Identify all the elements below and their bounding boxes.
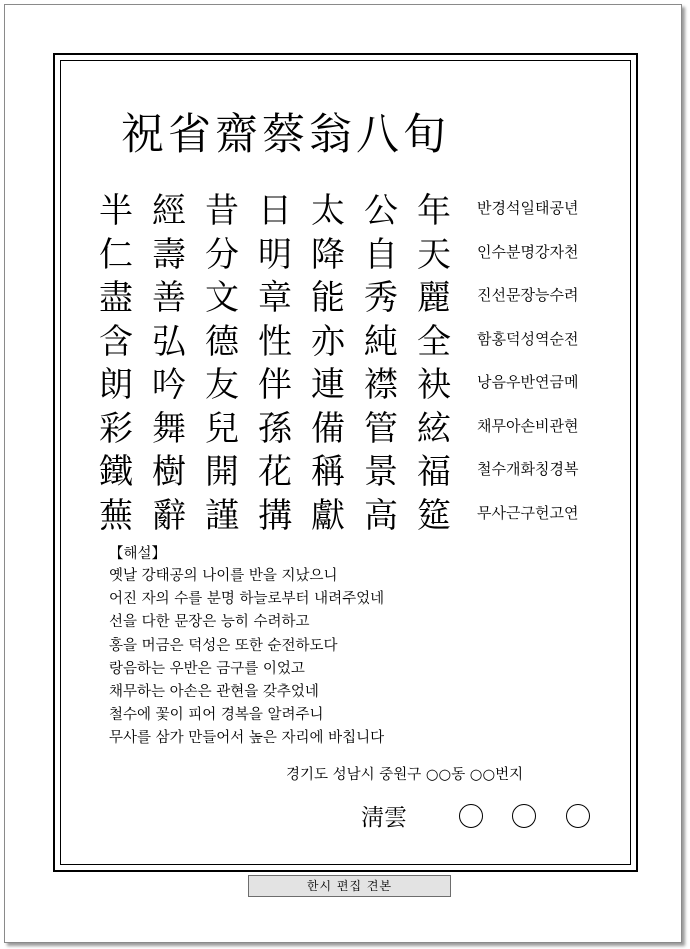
- poem-line-hanja: 含弘德性亦純全: [99, 321, 470, 362]
- poem-line-hanja: 鐵樹開花稱景福: [99, 452, 470, 492]
- explanation-line: 무사를 삼가 만들어서 높은 자리에 바칩니다: [109, 730, 385, 747]
- explanation: [109, 542, 384, 750]
- poem-title: 祝省齋蔡翁八旬: [121, 110, 450, 160]
- name-placeholder-circle: [512, 804, 536, 828]
- explanation-line: 선을 다한 문장은 능히 수려하고: [109, 614, 310, 631]
- sample-caption: 한시 편집 견본: [248, 875, 451, 897]
- explanation-line: 어진 자의 수를 분명 하늘로부터 내려주었네: [109, 591, 385, 608]
- poem-line-hanja: 仁壽分明降自天: [99, 234, 470, 275]
- poem-line-hanja: 盡善文章能秀麗: [99, 278, 470, 318]
- poem-line-hanja: 蕪辭謹搆獻高筵: [99, 495, 470, 536]
- explanation-line: 채무하는 아손은 관현을 갖추었네: [109, 683, 319, 700]
- poem-line-hangul: 진선문장능수려: [477, 286, 579, 304]
- document-sheet: [4, 4, 682, 943]
- explanation-line: 랑음하는 우반은 금구를 이었고: [109, 660, 305, 677]
- poem-line-hanja: 朗吟友伴連襟袂: [99, 365, 470, 405]
- poem-line-hangul: 반경석일태공년: [477, 199, 579, 217]
- poem-line-hangul: 철수개화칭경복: [477, 460, 579, 478]
- poem-line-hangul: 함홍덕성역순전: [477, 329, 579, 348]
- author-address: 경기도 성남시 중원구 ○○동 ○○번지: [286, 767, 524, 783]
- poem-line-hangul: 채무아손비관현: [477, 416, 579, 435]
- explanation-line: 철수에 꽃이 피어 경복을 알려주니: [109, 707, 324, 724]
- outer-frame: [53, 53, 638, 872]
- poem-line-hanja: 半經昔日太公年: [99, 191, 470, 231]
- name-placeholder-circle: [459, 804, 483, 828]
- poem-line-hangul: 낭음우반연금메: [477, 373, 579, 391]
- poem-line-hangul: 인수분명강자천: [477, 242, 579, 261]
- author-pen-name: 淸雲: [361, 805, 407, 831]
- explanation-line: 홍을 머금은 덕성은 또한 순전하도다: [109, 637, 338, 654]
- poem-line-hangul: 무사근구헌고연: [477, 503, 579, 522]
- poem-line-hanja: 彩舞兒孫備管絃: [99, 408, 470, 449]
- explanation-line: 옛날 강태공의 나이를 반을 지났으니: [109, 568, 338, 584]
- name-placeholder-circle: [566, 804, 590, 828]
- explanation-heading: 【해설】: [109, 546, 167, 562]
- inner-frame: [60, 60, 631, 865]
